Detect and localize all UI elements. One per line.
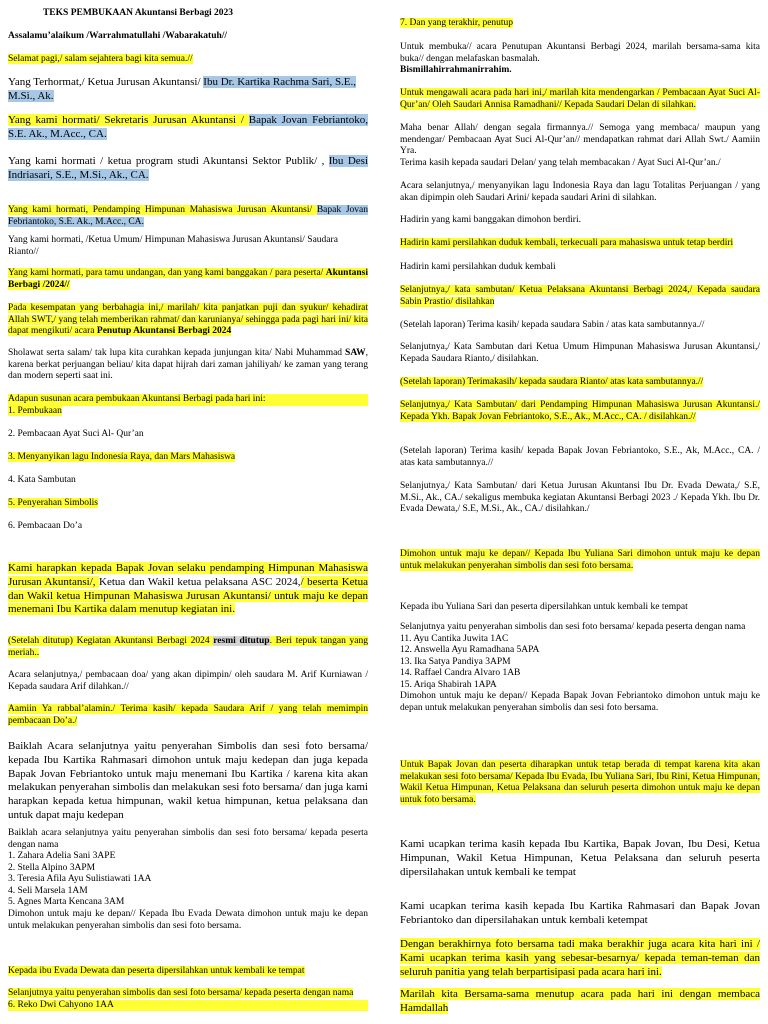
text: Untuk membuka// acara Penutupan Akuntansi Berbagi 2024, marilah bersama-sama kita buka// dengan melafaskan basmalah.: [400, 42, 760, 64]
agenda-item-6: 6. Pembacaan Do’a: [8, 521, 83, 531]
text-highlight: Hadirin kami persilahkan duduk kembali, terkecuali para mahasiswa untuk tetap berdiri: [400, 238, 734, 248]
text-highlight: [8, 268, 368, 290]
agenda-item-5: [8, 498, 368, 510]
text: Terima kasih kepada saudari Delan/ yang telah membacakan / Ayat Suci Al-Qur’an./: [400, 157, 721, 168]
paragraph-terimakasih-jovan: (Setelah laporan) Terima kasih/ kepada Bapak Jovan Febriantoko, S.E., Ak, M.Acc., CA. / atas kata sambutannya.//: [400, 446, 760, 468]
agenda-item-4: 4. Kata Sambutan: [8, 475, 76, 485]
text-highlight: / beserta Ketua dan Wakil ketua Himpunan Mahasiswa Jurusan Akuntansi/ untuk maju ke depan menemani Ibu Kartika dalam menutup kegiatan ini.: [8, 575, 368, 616]
paragraph-sholawat: [8, 348, 368, 383]
right-column: [400, 0, 760, 1024]
text-highlight: Kami harapkan kepada Bapak Jovan selaku pendamping Himpunan Mahasiswa Jurusan Akuntansi/,: [8, 562, 368, 588]
text-highlight: Yang kami hormati/ Sekretaris Jurusan Akuntansi /: [8, 114, 249, 126]
text: Pada kesempatan yang berbahagia ini,/ marilah/ kita panjatkan puji dan syukur/ kehadirat Allah SWT,/ yang telah memberikan rahmat/ dan karunianya/ sehingga pada pagi hari ini/ kita dapat mengikuti/ acara: [8, 303, 368, 337]
list-item: 11. Ayu Cantika Juwita 1AC: [400, 633, 509, 644]
name-highlight: Ibu Desi Indriasari, S.E., M.Si., Ak., CA.: [8, 155, 368, 181]
text-highlight: Kepada ibu Evada Dewata dan peserta dipersilahkan untuk kembali ke tempat: [8, 966, 305, 976]
text-highlight: Aamiin Ya rabbal’alamin./ Terima kasih/ kepada Saudara Arif / yang telah memimpin pembacaan Do’a./: [8, 704, 368, 726]
paragraph-tamu: [8, 268, 368, 291]
paragraph-simbolis-2: [8, 988, 368, 1011]
paragraph-doa: Acara selanjutnya,/ pembacaan doa/ yang akan dipimpin/ oleh saudara M. Arif Kurniawan / Kepada saudara Arif dilahkan.//: [8, 670, 368, 692]
text-highlight: Yang kami hormati, Pendamping Himpunan Mahasiswa Jurusan Akuntansi/: [8, 205, 317, 215]
text-highlight: Untuk mengawali acara pada hari ini,/ marilah kita mendengarkan / Pembacaan Ayat Suci Al-Qur’an/ Oleh Saudari Annisa Ramadhani// Kepada Saudari Delan di silahkan.: [400, 88, 760, 110]
paragraph-sambutan-kajur: Selanjutnya,/ Kata Sambutan/ dari Ketua Jurusan Akuntansi Ibu Dr. Evada Dewata,/ S.E, M.Si., Ak., CA./ sekaligus membuka kegiatan Akuntansi Berbagi 2023 ./ Kepada Ykh. Ibu Dr. Evada Dewata,/ S.E, M.Si., Ak., CA./ disilahkan./: [400, 481, 760, 515]
list-peserta-2: [400, 622, 760, 715]
list-item: 4. Seli Marsela 1AM: [8, 885, 88, 896]
list-item: 13. Ika Satya Pandiya 3APM: [400, 656, 511, 667]
list-item: 12. Answella Ayu Ramadhana 5APA: [400, 645, 540, 656]
paragraph-berakhir: [400, 938, 760, 979]
text: Yang kami hormati, para tamu undangan, dan yang kami banggakan / para peserta/: [8, 268, 326, 278]
list-closing: Dimohon untuk maju ke depan// Kepada Ibu Evada Dewata dimohon untuk maju ke depan untuk melakukan penyerahan simbolis dan sesi foto bersama.: [8, 909, 368, 931]
paragraph-hamdallah: [400, 988, 760, 1016]
text-highlight: 3. Menyanyikan lagu Indonesia Raya, dan Mars Mahasiswa: [8, 452, 236, 462]
text-highlight: 7. Dan yang terakhir, penutup: [400, 18, 514, 28]
text-highlight: Selamat pagi,/ salam sejahtera bagi kita semua.//: [8, 54, 193, 64]
agenda-item-1: 1. Pembukaan: [8, 405, 62, 416]
text-bold: Penutup Akuntansi Berbagi 2024: [96, 326, 232, 337]
list-item: 2. Stella Alpino 3APM: [8, 862, 96, 873]
text-highlight: (Setelah laporan) Terimakasih/ kepada saudara Rianto/ atas kata sambutannya.//: [400, 377, 704, 387]
text-highlight: Dengan berakhirnya foto bersama tadi maka berakhir juga acara kita hari ini / Kami ucapkan terima kasih yang sebesar-besarnya/ kepada teman-teman dan seluruh panitia yang telah berpartisipasi pada acara hari ini.: [400, 938, 760, 978]
paragraph-aamiin: [8, 704, 368, 727]
list-item: 5. Agnes Marta Kencana 3AM: [8, 897, 125, 908]
paragraph-foto-bersama: [400, 760, 760, 806]
paragraph-terimakasih-rianto: [400, 377, 760, 389]
text-highlight: Selanjutnya yaitu penyerahan simbolis dan sesi foto bersama/ kepada peserta dengan nama: [8, 988, 354, 998]
paragraph-pagi: [8, 54, 368, 66]
paragraph-simbolis: Baiklah Acara selanjutnya yaitu penyerahan Simbolis dan sesi foto bersama/ kepada Ibu Kartika Rahmasari dimohon untuk maju kedepan dan juga kepada Bapak Jovan Febriantoko untuk maju menemani Ibu Kartika / karena kita akan melakukan penyerahan simbolis dan melakukan sesi foto bersama/ dan juga kami harapkan kepada ketua himpunan, wakil ketua himpunan, ketua pelaksana dan untuk dapat maju kedepan: [8, 740, 368, 821]
agenda-item-7: [400, 18, 760, 30]
paragraph-pendamping: [8, 205, 368, 228]
paragraph-terimakasih-kartika: Kami ucapkan terima kasih kepada Ibu Kartika Rahmasari dan Bapak Jovan Febriantoko dan dipersilahakan untuk kembali ketempat: [400, 900, 760, 926]
text-bold: Bismillahirrahmanirrahim.: [400, 65, 512, 76]
paragraph-duduk: Hadirin kami persilahkan duduk kembali: [400, 262, 556, 272]
paragraph-sambutan-pendamping: [400, 400, 760, 423]
text-emphasis: resmi ditutup: [213, 636, 270, 646]
text-highlight: 5. Penyerahan Simbolis: [8, 498, 98, 508]
text-highlight: Marilah kita Bersama-sama menutup acara pada hari ini dengan membaca Hamdallah: [400, 988, 760, 1014]
text: , karena berkat perjuangan beliau/ kita dapat hijrah dari zaman jahiliyah/ ke zaman yang terang dan modern seperti saat ini.: [8, 348, 368, 382]
paragraph-terimakasih-semua: Kami ucapkan terima kasih kepada Ibu Kartika, Bapak Jovan, Ibu Desi, Ketua Himpunan, Wakil Ketua Himpunan, Ketua Pelaksana dan seluruh peserta dipersilahakan untuk kembali ke tempat: [400, 838, 760, 878]
name-highlight: Ibu Dr. Kartika Rachma Sari, S.E., M.Si., Ak.: [8, 76, 357, 102]
paragraph-kaprodi: [8, 155, 368, 183]
paragraph-kajur: [8, 76, 368, 104]
paragraph-sambutan-ketum: Selanjutnya,/ Kata Sambutan dari Ketua Umum Himpunan Mahasiswa Jurusan Akuntansi,/ Kepada Saudara Rianto,/ disilahkan.: [400, 342, 760, 364]
text-bold: SAW: [345, 348, 366, 358]
paragraph-duduk-kecuali: [400, 238, 760, 250]
name-highlight: Bapak Jovan Febriantoko, S.E. Ak., M.Acc., CA.: [8, 114, 368, 140]
text-highlight: Untuk Bapak Jovan dan peserta diharapkan untuk tetap berada di tempat karena kita akan melakukan sesi foto bersama/ Kepada Ibu Evada, Ibu Yuliana Sari, Ibu Rini, Ketua Himpunan, Wakil Ketua Himpunan, Ketua Pelaksana dan seluruh peserta dimohon untuk maju ke depan untuk foto bersama.: [400, 760, 760, 805]
text: Sholawat serta salam/ tak lupa kita curahkan kepada junjungan kita/ Nabi Muhammad: [8, 348, 346, 358]
list-intro: Baiklah acara selanjutnya yaitu penyerahan simbolis dan sesi foto bersama/ kepada peserta dengan nama: [8, 828, 368, 850]
list-intro: Selanjutnya yaitu penyerahan simbolis dan sesi foto bersama/ kepada peserta dengan nama: [400, 622, 746, 632]
agenda-item-2: 2. Pembacaan Ayat Suci Al- Qur’an: [8, 429, 144, 439]
paragraph-maha-benar: [400, 123, 760, 169]
paragraph-kembali-yuliana: Kepada ibu Yuliana Sari dan peserta dipersilahkan untuk kembali ke tempat: [400, 602, 688, 612]
paragraph-ditutup: [8, 636, 368, 659]
document-title: TEKS PEMBUKAAN Akuntansi Berbagi 2023: [42, 8, 234, 18]
paragraph-harapan: [8, 562, 368, 617]
text-highlight: [8, 303, 368, 336]
text: Yang kami hormati / ketua program studi Akuntansi Sektor Publik/ ,: [8, 155, 329, 167]
paragraph-basmalah: [400, 42, 760, 77]
text-highlight: Selanjutnya,/ Kata Sambutan/ dari Pendamping Himpunan Mahasiswa Jurusan Akuntansi./ Kepada Ykh. Bapak Jovan Febriantoko, S.E., Ak., M.Acc., CA. / disilahkan.//: [400, 400, 760, 422]
left-column: [8, 0, 368, 1024]
paragraph-indonesia-raya: Acara selanjutnya,/ menyanyikan lagu Indonesia Raya dan lagu Totalitas Perjuangan / yang akan dipimpin oleh Saudari Arini/ kepada saudari Arini di silahkan.: [400, 181, 760, 203]
text-highlight: Selanjutnya,/ kata sambutan/ Ketua Pelaksana Akuntansi Berbagi 2024,/ Kepada saudara Sabin Prastio/ disilahkan: [400, 285, 760, 307]
name-highlight: Bapak Jovan Febriantoko, S.E. Ak., M.Acc., CA.: [8, 205, 368, 227]
list-item: 1. Zahara Adelia Sani 3APE: [8, 851, 116, 862]
paragraph-terimakasih-sabin: (Setelah laporan) Terima kasih/ kepada saudara Sabin / atas kata sambutannya.//: [400, 320, 705, 330]
paragraph-berdiri: Hadirin yang kami banggakan dimohon berdiri.: [400, 215, 581, 225]
list-item: 6. Reko Dwi Cahyono 1AA: [8, 1000, 368, 1012]
paragraph-ketua-umum: Yang kami hormati, /Ketua Umum/ Himpunan Mahasiswa Jurusan Akuntansi/ Saudara Rianto//: [8, 235, 338, 257]
list-item: 15. Ariqa Shabirah 1APA: [400, 679, 497, 690]
paragraph-quran: [400, 88, 760, 111]
paragraph-sambutan-ketupel: [400, 285, 760, 308]
text: Ketua dan Wakil ketua pelaksana ASC 2024,: [99, 575, 301, 588]
text-highlight: (Setelah ditutup) Kegiatan Akuntansi Berbagi 2024: [8, 636, 214, 646]
list-item: 14. Raffael Candra Alvaro 1AB: [400, 668, 521, 679]
text-bold: Akuntansi Berbagi /2024//: [8, 268, 368, 290]
paragraph-maju-yuliana: [400, 549, 760, 572]
text: Maha benar Allah/ dengan segala firmannya.// Semoga yang membaca/ maupun yang mendengar/ Pembacaan Ayat Suci Al-Qur’an// mendapatkan rahmat dari Allah Swt./ Aamiin Yra.: [400, 123, 760, 157]
list-item: 3. Teresia Afila Ayu Sulistiawati 1AA: [8, 874, 152, 885]
agenda-intro: [8, 394, 368, 417]
paragraph-syukur: [8, 303, 368, 338]
text: Yang Terhormat,/ Ketua Jurusan Akuntansi/: [8, 76, 204, 88]
list-closing: Dimohon untuk maju ke depan// Kepada Bapak Jovan Febriantoko dimohon untuk maju ke depan untuk melakukan penyerahan simbolis dan sesi foto bersama.: [400, 691, 760, 714]
paragraph-sekjur: [8, 114, 368, 142]
text-highlight: . Beri tepuk tangan yang meriah..: [8, 636, 368, 658]
agenda-item-3: [8, 452, 368, 464]
text-highlight: Adapun susunan acara pembukaan Akuntansi Berbagi pada hari ini:: [8, 394, 368, 406]
greeting-salam: Assalamu’alaikum /Warrahmatullahi /Wabarakatuh//: [8, 31, 228, 41]
paragraph-kembali-evada: [8, 966, 368, 978]
text-highlight: Dimohon untuk maju ke depan// Kepada Ibu Yuliana Sari dimohon untuk maju ke depan untuk melakukan penyerahan simbolis dan sesi foto bersama.: [400, 549, 760, 571]
list-peserta-1: [8, 828, 368, 932]
